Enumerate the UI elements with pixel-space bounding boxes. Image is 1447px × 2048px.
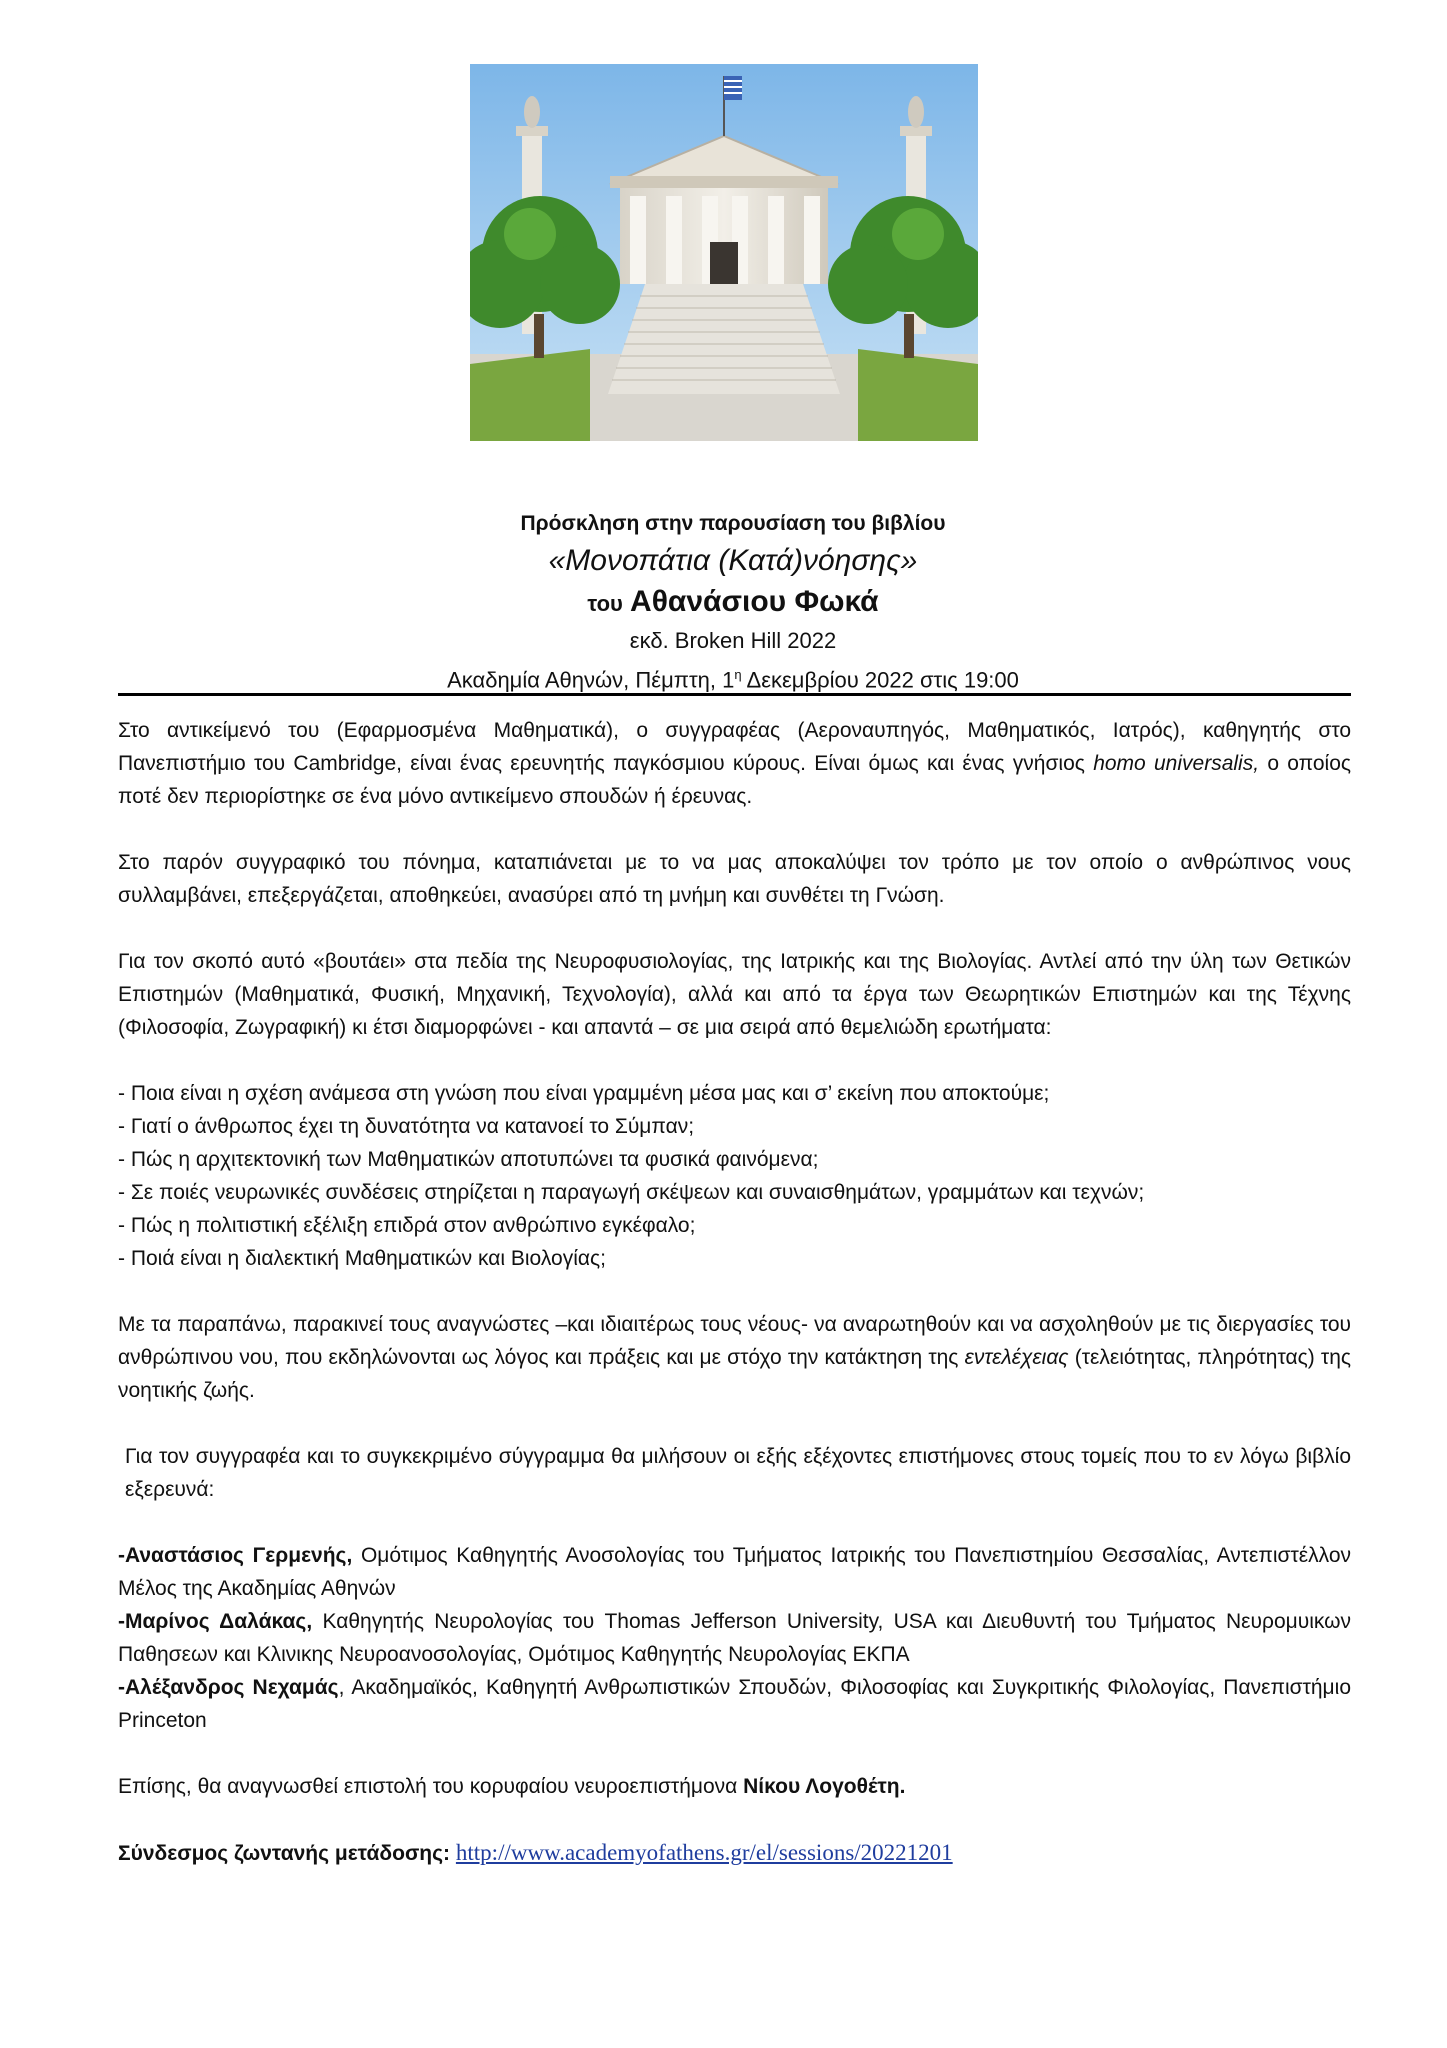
academy-of-athens-photo bbox=[470, 64, 978, 441]
paragraph-text: ο οποίος ποτέ δεν περιορίστηκε σε ένα μόνο αντικείμενο σπουδών ή έρευνας. bbox=[118, 752, 1352, 808]
questions-list bbox=[118, 1077, 1351, 1275]
list-item: - Ποιά είναι η διαλεκτική Μαθηματικών και Βιολογίας; bbox=[118, 1247, 606, 1270]
paragraph-italic: homo universalis, bbox=[1093, 752, 1260, 775]
venue-ordinal: η bbox=[734, 667, 742, 682]
list-item: - Πώς η αρχιτεκτονική των Μαθηματικών αποτυπώνει τα φυσικά φαινόμενα; bbox=[118, 1148, 819, 1171]
livestream-link[interactable]: http://www.academyofathens.gr/el/sessions/20221201 bbox=[455, 1840, 953, 1865]
venue-text: Ακαδημία Αθηνών, Πέμπτη, 1 bbox=[447, 667, 735, 693]
livestream-line bbox=[118, 1836, 1351, 1870]
paragraph-fields: Για τον σκοπό αυτό «βουτάει» στα πεδία της Νευροφυσιολογίας, της Ιατρικής και της Βιολογίας. Αντλεί από την ύλη των Θετικών Επιστημών (Μαθηματικά, Φυσική, Μηχανική, Τεχνολογία), αλλά και από τα έργα των Θεωρητικών Επιστημών και της Τέχνης (Φιλοσοφία, Ζωγραφική) κι έτσι διαμορφώνει - και απαντά – σε μια σειρά από θεμελιώδη ερωτήματα: bbox=[118, 950, 1351, 1039]
speaker-item bbox=[118, 1539, 1351, 1605]
speaker-name: -Αλέξανδρος Νεχαμάς bbox=[118, 1676, 339, 1699]
invitation-heading: Πρόσκληση στην παρουσίαση του βιβλίου bbox=[520, 512, 946, 535]
author-prefix: του bbox=[587, 591, 623, 616]
speaker-description: , Ακαδημαϊκός, Καθηγητή Ανθρωπιστικών Σπουδών, Φιλοσοφίας και Συγκριτικής Φιλολογίας, Πανεπιστήμιο Princeton bbox=[118, 1676, 1351, 1732]
paragraph-readers bbox=[118, 1308, 1351, 1407]
list-item: - Σε ποιές νευρωνικές συνδέσεις στηρίζεται η παραγωγή σκέψεων και συναισθημάτων, γραμμάτων και τεχνών; bbox=[118, 1181, 1145, 1204]
venue-line bbox=[118, 658, 1348, 697]
venue-date: Δεκεμβρίου 2022 στις 19:00 bbox=[741, 667, 1019, 693]
paragraph-book-subject: Στο παρόν συγγραφικό του πόνημα, καταπιάνεται με το να μας αποκαλύψει τον τρόπο με τον οποίο ο ανθρώπινος νους συλλαμβάνει, επεξεργάζεται, αποθηκεύει, ανασύρει από τη μνήμη και συνθέτει τη Γνώση. bbox=[118, 851, 1351, 907]
book-title: «Μονοπάτια (Κατά)νόησης» bbox=[548, 544, 918, 577]
speakers-list bbox=[118, 1539, 1351, 1737]
list-item: - Γιατί ο άνθρωπος έχει τη δυνατότητα να κατανοεί το Σύμπαν; bbox=[118, 1115, 695, 1138]
paragraph-text: Με τα παραπάνω, παρακινεί τους αναγνώστες –και ιδιαιτέρως τους νέους- να αναρωτηθούν και να ασχοληθούν με τις διεργασίες του ανθρώπινου νου, που εκδηλώνονται ως λόγος και πράξεις και με στόχο την κατάκτηση της bbox=[118, 1313, 1351, 1369]
paragraph-speakers-intro: Για τον συγγραφέα και το συγκεκριμένο σύγγραμμα θα μιλήσουν οι εξής εξέχοντες επιστήμονες στους τομείς που το εν λόγω βιβλίο εξερευνά: bbox=[125, 1445, 1351, 1501]
speaker-description: Ομότιμος Καθηγητής Ανοσολογίας του Τμήματος Ιατρικής του Πανεπιστημίου Θεσσαλίας, Αντεπιστέλλον Μέλος της Ακαδημίας Αθηνών bbox=[118, 1544, 1351, 1600]
list-item: - Ποια είναι η σχέση ανάμεσα στη γνώση που είναι γραμμένη μέσα μας και σ’ εκείνη που αποκτούμε; bbox=[118, 1082, 1050, 1105]
paragraph-italic: εντελέχειας bbox=[964, 1346, 1069, 1369]
speaker-description: Καθηγητής Νευρολογίας του Thomas Jefferson University, USA και Διευθυντή του Τμήματος Νευρομυικων Παθησεων και Κλινικης Νευροανοσολογίας, Ομότιμος Καθηγητής Νευρολογίας ΕΚΠΑ bbox=[118, 1610, 1352, 1666]
publisher-line: εκδ. Broken Hill 2022 bbox=[629, 628, 837, 653]
letter-author-name: Νίκου Λογοθέτη. bbox=[743, 1775, 906, 1798]
title-divider bbox=[118, 693, 1351, 696]
speaker-item bbox=[118, 1605, 1351, 1671]
livestream-label: Σύνδεσμος ζωντανής μετάδοσης: bbox=[118, 1842, 451, 1865]
paragraph-author-intro bbox=[118, 714, 1351, 813]
author-name: Αθανάσιου Φωκά bbox=[630, 585, 879, 618]
paragraph-text: Στο αντικείμενό του (Εφαρμοσμένα Μαθηματικά), ο συγγραφέας (Αεροναυπηγός, Μαθηματικός, Ιατρός), καθηγητής στο Πανεπιστήμιο του Cambridge, είναι ένας ερευνητής παγκόσμιου κύρους. Είναι όμως και ένας γνήσιος bbox=[118, 719, 1351, 775]
speaker-name: -Μαρίνος Δαλάκας, bbox=[118, 1610, 313, 1633]
paragraph-text: (τελειότητας, πληρότητας) της νοητικής ζωής. bbox=[118, 1346, 1351, 1402]
paragraph-letter bbox=[118, 1770, 1351, 1803]
speaker-name: -Αναστάσιος Γερμενής, bbox=[118, 1544, 353, 1567]
list-item: - Πώς η πολιτιστική εξέλιξη επιδρά στον ανθρώπινο εγκέφαλο; bbox=[118, 1214, 696, 1237]
letter-text: Επίσης, θα αναγνωσθεί επιστολή του κορυφαίου νευροεπιστήμονα bbox=[118, 1775, 744, 1798]
title-block bbox=[118, 508, 1348, 697]
document-body bbox=[118, 714, 1351, 1903]
speaker-item bbox=[118, 1671, 1351, 1737]
author-line bbox=[118, 582, 1348, 624]
